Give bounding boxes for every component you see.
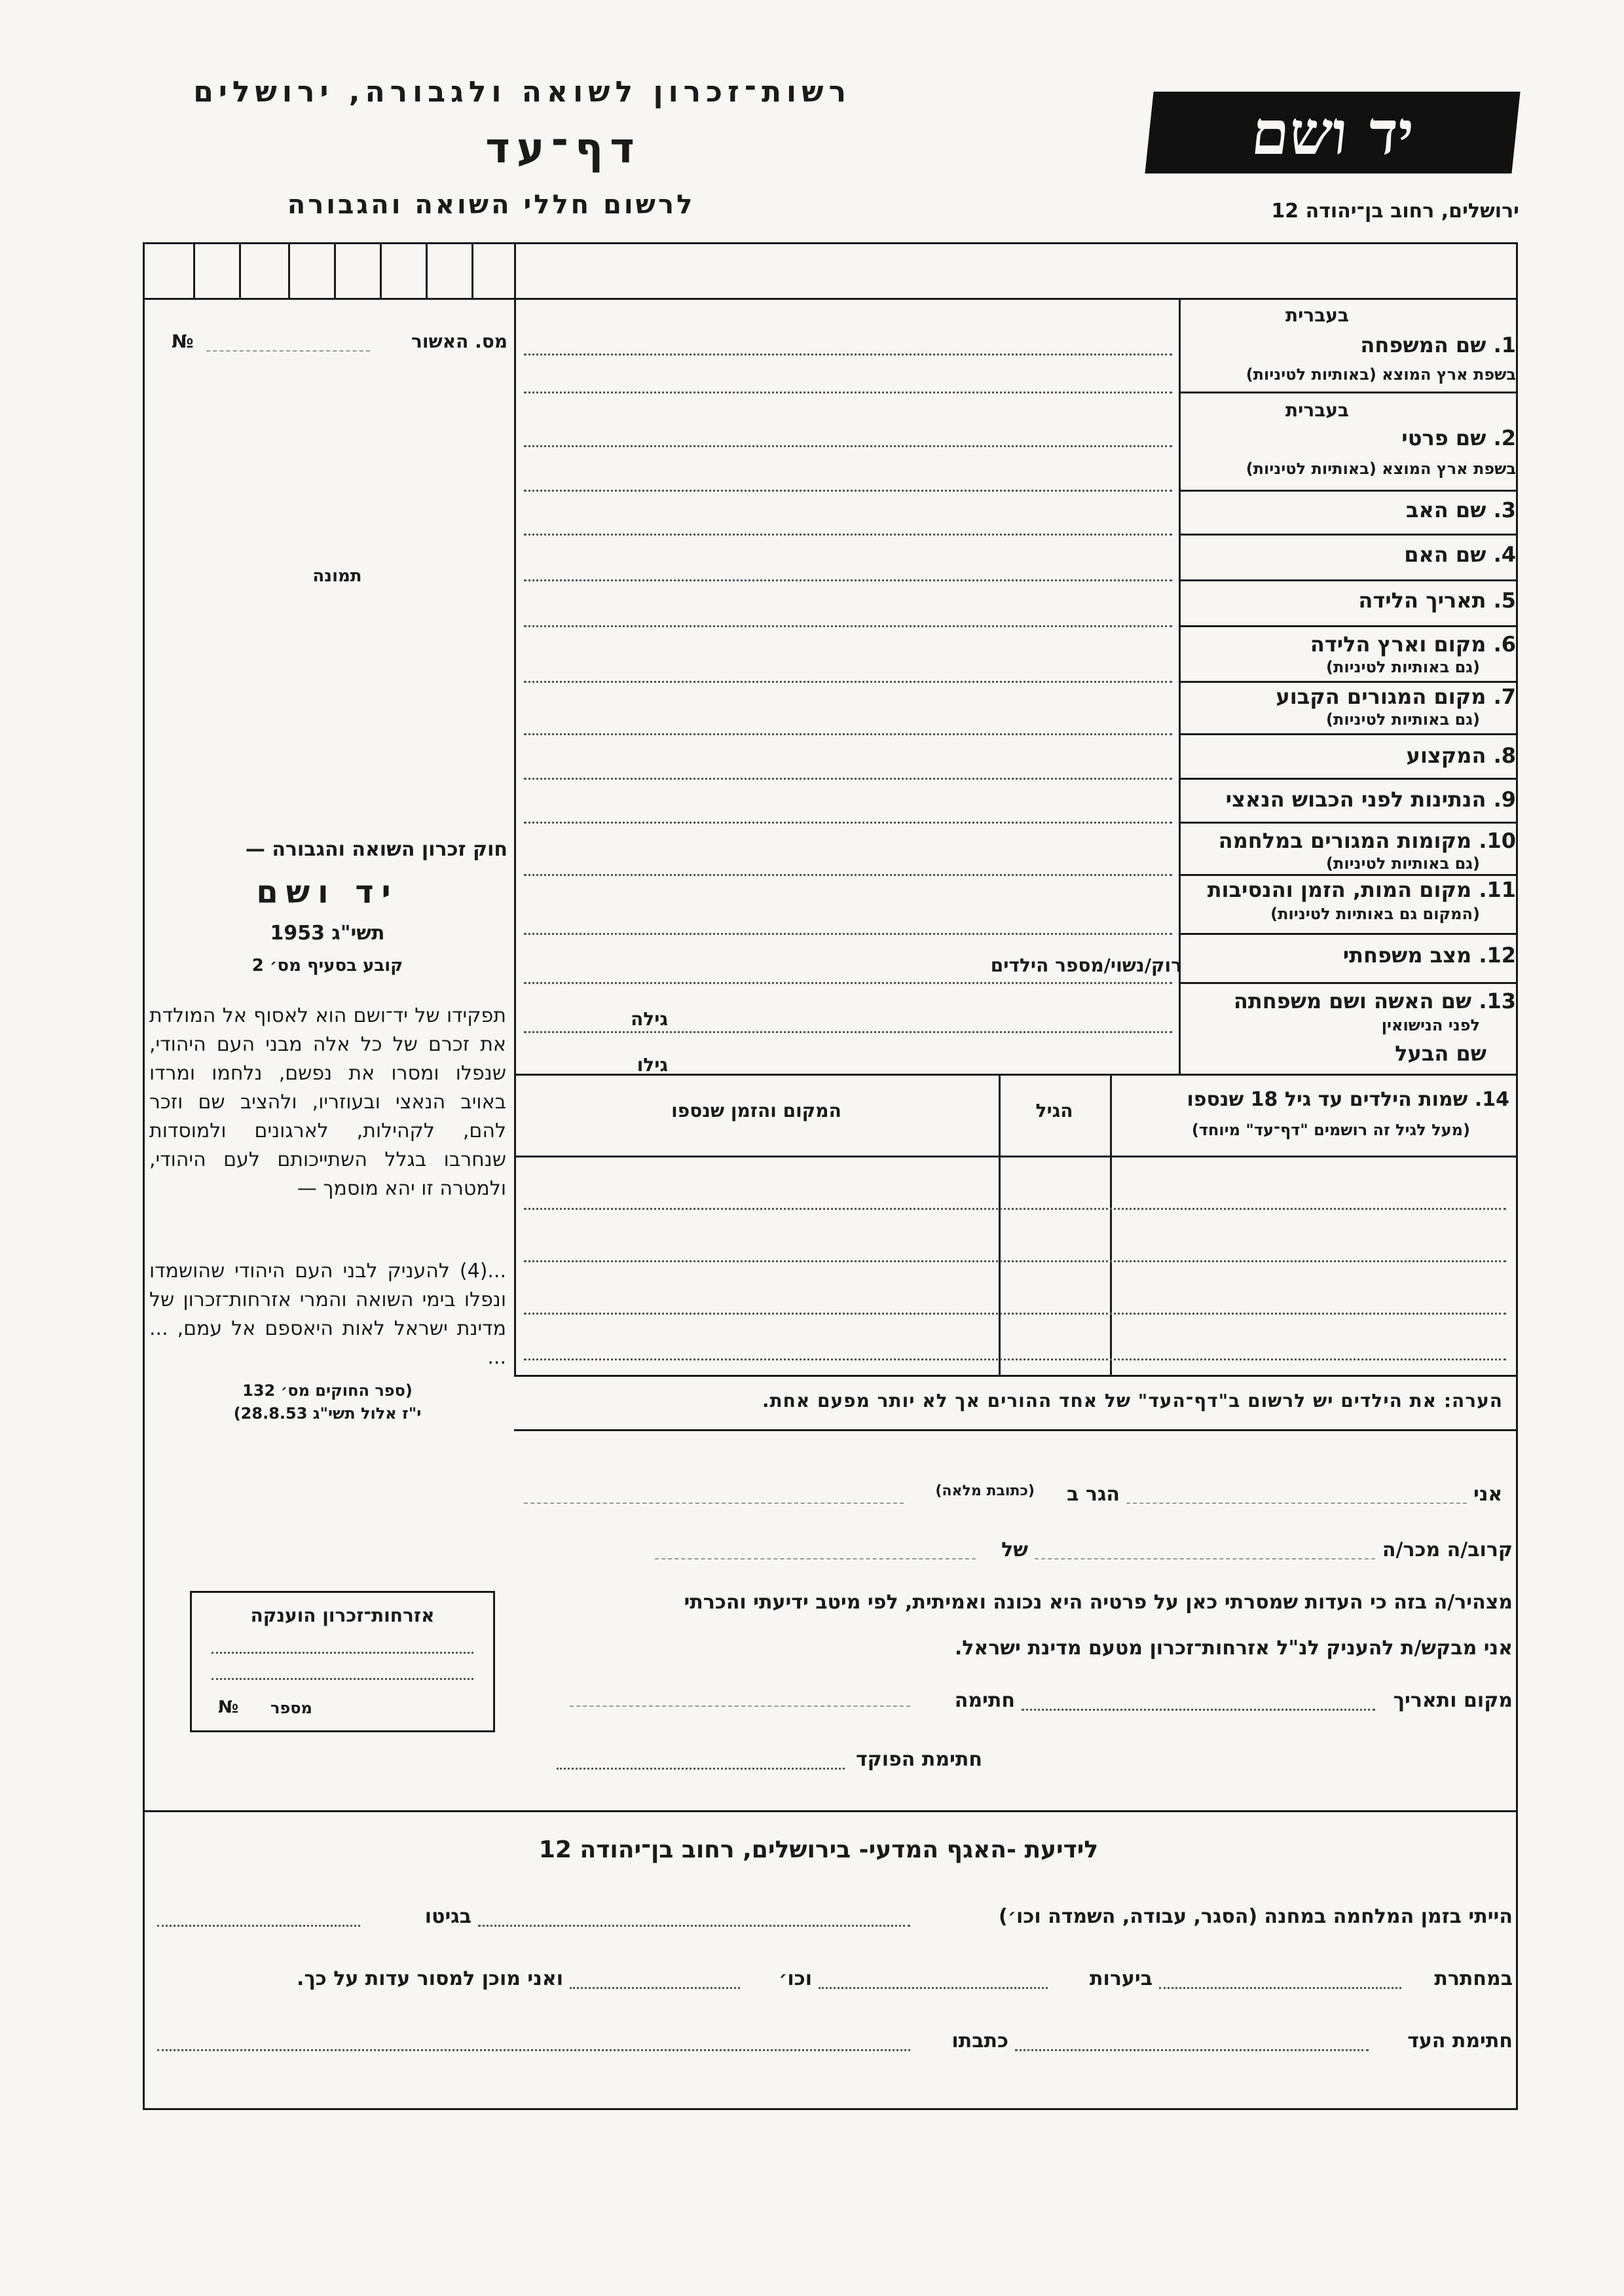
children-hint: (מעל לגיל זה רושמים "דף־עד" מיוחד) <box>1191 1121 1470 1139</box>
field-1-num: 1. <box>1493 333 1516 357</box>
field-6-hint: (גם באותיות לטיניות) <box>1326 658 1480 676</box>
husband-age-label: גילו <box>637 1054 668 1076</box>
field-11-label: מקום המות, הזמן והנסיבות <box>1207 877 1472 902</box>
children-col-age: הגיל <box>1035 1100 1073 1121</box>
form-subtitle: לרשום חללי השואה והגבורה <box>287 190 695 220</box>
decl-officer-signature: חתימת הפוקד <box>856 1748 982 1771</box>
footer-line1-start: הייתי בזמן המלחמה במחנה (הסגר, עבודה, השמדה וכו׳) <box>999 1905 1513 1928</box>
footer-line2-mid2: וכו׳ <box>779 1967 812 1990</box>
approval-no-symbol: № <box>172 331 194 352</box>
law-clause: קובע בסעיף מס׳ 2 <box>251 956 403 975</box>
law-source: (ספר החוקים מס׳ 132 <box>242 1381 413 1400</box>
field-10-label: מקומות המגורים במלחמה <box>1218 828 1472 853</box>
victim-name-field <box>655 1558 976 1559</box>
field-7-label: מקום המגורים הקבוע <box>1276 684 1486 709</box>
decl-relative: קרוב/ה מכר/ה <box>1382 1539 1513 1561</box>
field-4-label: שם האם <box>1404 542 1486 567</box>
field-8-label: המקצוע <box>1406 743 1486 768</box>
citizenship-box <box>190 1591 495 1732</box>
decl-of: של <box>1001 1539 1028 1561</box>
decl-place-date: מקום ותאריך <box>1393 1689 1513 1712</box>
field-1-label: שם המשפחה <box>1360 333 1486 357</box>
field-6-label: מקום וארץ הלידה <box>1310 632 1486 657</box>
note-box <box>514 1375 1516 1431</box>
field-9-num: 9. <box>1493 787 1516 812</box>
citizenship-title: אזרחות־זכרון הוענקה <box>250 1605 435 1626</box>
decl-statement: מצהיר/ה בזה כי העדות שמסרתי כאן על פרטיה היא נכונה ואמיתית, לפי מיטב ידיעתי והכרתי <box>684 1591 1513 1614</box>
footer-title: לידיעת -האגף המדעי- בירושלים, רחוב בן־יהודה 12 <box>538 1836 1099 1863</box>
field-7-hint: (גם באותיות לטיניות) <box>1326 710 1480 729</box>
field-6-num: 6. <box>1493 632 1516 657</box>
footer-line2-end: ואני מוכן למסור עדות על כך. <box>297 1967 563 1990</box>
citizenship-no-symbol: № <box>218 1698 239 1717</box>
note-text: הערה: את הילדים יש לרשום ב"דף־העד" של אחד ההורים אך לא יותר מפעם אחת. <box>762 1390 1503 1412</box>
relationship-field <box>1035 1558 1375 1559</box>
footer-line3-mid: כתבתו <box>951 2030 1008 2052</box>
footer-line2-start: במחתרת <box>1434 1967 1513 1990</box>
photo-label: תמונה <box>312 566 362 586</box>
declarant-name-field <box>1126 1503 1467 1504</box>
marital-prefix: רוק/נשוי/מספר הילדים <box>990 955 1182 976</box>
children-col-place: המקום והזמן שנספו <box>671 1100 841 1121</box>
field-12-label: מצב משפחתי <box>1342 943 1472 968</box>
law-year: תשי"ג 1953 <box>270 922 385 945</box>
logo-address: ירושלים, רחוב בן־יהודה 12 <box>1271 200 1519 223</box>
footer-line1-end: בגיטו <box>424 1905 471 1928</box>
field-8-num: 8. <box>1493 743 1516 768</box>
law-title: חוק זכרון השואה והגבורה — <box>245 838 507 861</box>
yad-vashem-logo: יד ושם <box>1145 92 1520 173</box>
decl-full-address: (כתובת מלאה) <box>935 1483 1035 1499</box>
approval-number-field <box>206 350 370 352</box>
field-3-num: 3. <box>1493 498 1516 522</box>
citizenship-number-label: מספר <box>270 1699 312 1717</box>
children-title: שמות הילדים עד גיל 18 שנספו <box>1187 1088 1468 1111</box>
footer-line2-mid1: ביערות <box>1090 1967 1153 1990</box>
field-10-hint: (גם באותיות לטיניות) <box>1326 854 1480 873</box>
field-2-hint-hebrew: בעברית <box>1285 399 1349 421</box>
form-title: דף־עד <box>485 124 641 173</box>
decl-signature: חתימה <box>954 1689 1015 1712</box>
declarant-address-field <box>524 1503 904 1504</box>
field-13-num: 13. <box>1479 989 1516 1013</box>
law-name: יד ושם <box>256 874 399 911</box>
field-2-hint-latin: בשפת ארץ המוצא (באותיות לטיניות) <box>1246 460 1516 478</box>
field-4-num: 4. <box>1493 542 1516 567</box>
field-3-label: שם האב <box>1405 498 1486 522</box>
wife-age-label: גילה <box>631 1008 668 1030</box>
field-5-label: תאריך הלידה <box>1358 588 1486 613</box>
field-7-num: 7. <box>1493 684 1516 709</box>
field-13-hint: לפני הנישואין <box>1381 1016 1480 1034</box>
declarant-signature-field <box>570 1705 910 1707</box>
field-12-num: 12. <box>1479 943 1516 968</box>
field-5-num: 5. <box>1493 588 1516 613</box>
field-11-hint: (המקום גם באותיות לטיניות) <box>1270 905 1480 923</box>
field-2-num: 2. <box>1493 426 1516 450</box>
law-paragraph-2: ...(4) להעניק לבני העם היהודי שהושמדו ונפלו בימי השואה והמרי אזרחות־זכרון של מדינת ישראל לאות היאספם אל עמם, ... ... <box>149 1260 506 1369</box>
law-date: י"ז אלול תשי"ג 28.8.53) <box>233 1404 422 1423</box>
children-num: 14. <box>1474 1088 1509 1111</box>
field-13-label: שם האשה ושם משפחתה <box>1233 989 1472 1013</box>
field-11-num: 11. <box>1479 877 1516 902</box>
field-9-label: הנתינות לפני הכבוש הנאצי <box>1225 787 1486 812</box>
authority-name: רשות־זכרון לשואה ולגבורה, ירושלים <box>193 75 851 109</box>
footer-line3-start: חתימת העד <box>1407 2030 1513 2052</box>
decl-residing: הגר ב <box>1067 1483 1120 1506</box>
field-1-hint-latin: בשפת ארץ המוצא (באותיות לטיניות) <box>1246 365 1516 384</box>
field-1-hint-hebrew: בעברית <box>1285 304 1349 326</box>
decl-i: אני <box>1473 1483 1503 1506</box>
decl-request: אני מבקש/ת להעניק לנ"ל אזרחות־זכרון מטעם מדינת ישראל. <box>954 1637 1513 1660</box>
husband-name-label: שם הבעל <box>1395 1041 1486 1066</box>
law-paragraph-1: תפקידו של יד־ושם הוא לאסוף אל המולדת את זכרם של כל אלה מבני העם היהודי, שנפלו ומסרו את נפשם, נלחמו ומרדו באויב הנאצי ובעוזריו, ולהציב שם וזכר להם, לקהילות, לארגונים ולמוסדות שנחרבו בגלל השתייכותם לעם היהודי, ולמטרה זו יהא מוסמך — <box>149 1004 506 1200</box>
field-2-label: שם פרטי <box>1401 426 1486 450</box>
approval-label: מס. האשור <box>411 331 507 352</box>
field-10-num: 10. <box>1479 828 1516 853</box>
